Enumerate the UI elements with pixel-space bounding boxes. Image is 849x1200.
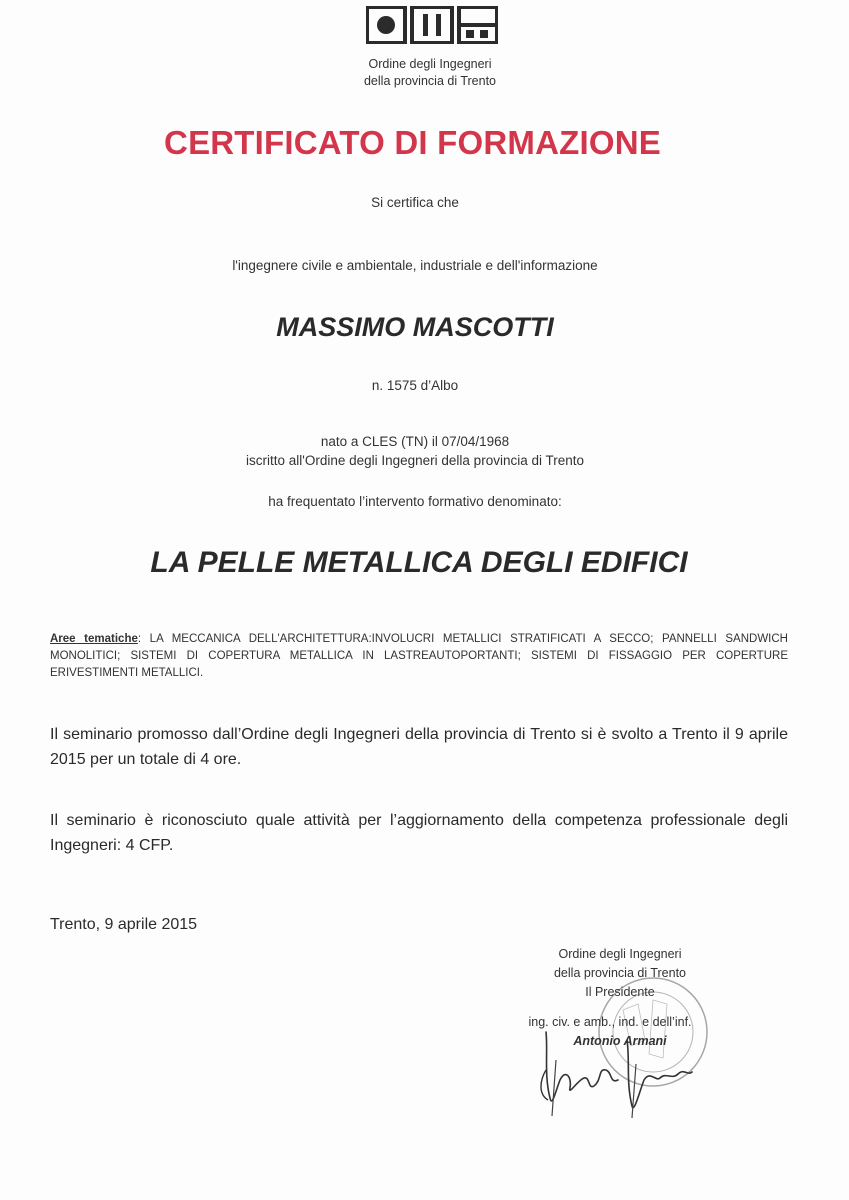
signer-name: Antonio Armani — [573, 1034, 667, 1048]
birth-info: nato a CLES (TN) il 07/04/1968 — [320, 434, 510, 449]
course-title: LA PELLE METALLICA DEGLI EDIFICI — [150, 546, 688, 579]
handwritten-signature-icon — [532, 1020, 702, 1120]
certifies-text: Si certifica che — [371, 195, 459, 210]
signature-org-line2: della provincia di Trento — [553, 966, 687, 980]
qualification-text: l'ingegnere civile e ambientale, industriale e dell'informazione — [232, 258, 598, 273]
signature-org-line1: Ordine degli Ingegneri — [558, 947, 682, 961]
signature-title: ing. civ. e amb., ind. e dell’inf. — [528, 1015, 692, 1029]
certificate-title: CERTIFICATO DI FORMAZIONE — [164, 124, 661, 161]
org-name-line1: Ordine degli Ingegneri — [368, 57, 492, 71]
recipient-name: MASSIMO MASCOTTI — [276, 312, 554, 342]
place-date: Trento, 9 aprile 2015 — [50, 916, 198, 933]
attended-text: ha frequentato l’intervento formativo denominato: — [268, 494, 562, 509]
thematic-areas-text: : LA MECCANICA DELL'ARCHITETTURA:INVOLUCRI METALLICI STRATIFICATI A SECCO; PANNELLI SANDWICH MONOLITICI; SISTEMI DI COPERTURA METALLICA IN LASTREAUTOPORTANTI; SISTEMI DI FISSAGGIO PER COPERTURE ERIVESTIMENTI METALLICI. — [50, 633, 788, 679]
thematic-areas-label: Aree tematiche — [50, 633, 138, 645]
signature-role: Il Presidente — [585, 985, 655, 999]
thematic-areas — [50, 631, 788, 682]
register-number: n. 1575 d’Albo — [371, 378, 459, 393]
seminar-paragraph: Il seminario promosso dall’Ordine degli Ingegneri della provincia di Trento si è svolto a Trento il 9 aprile 2015 per un totale di 4 ore. — [50, 726, 788, 768]
enrollment-info: iscritto all'Ordine degli Ingegneri della provincia di Trento — [245, 453, 584, 468]
recognition-paragraph: Il seminario è riconosciuto quale attività per l’aggiornamento della competenza professionale degli Ingegneri: 4 CFP. — [50, 812, 788, 854]
org-name-line2: della provincia di Trento — [363, 74, 497, 88]
ordine-ingegneri-logo-icon — [366, 6, 498, 44]
